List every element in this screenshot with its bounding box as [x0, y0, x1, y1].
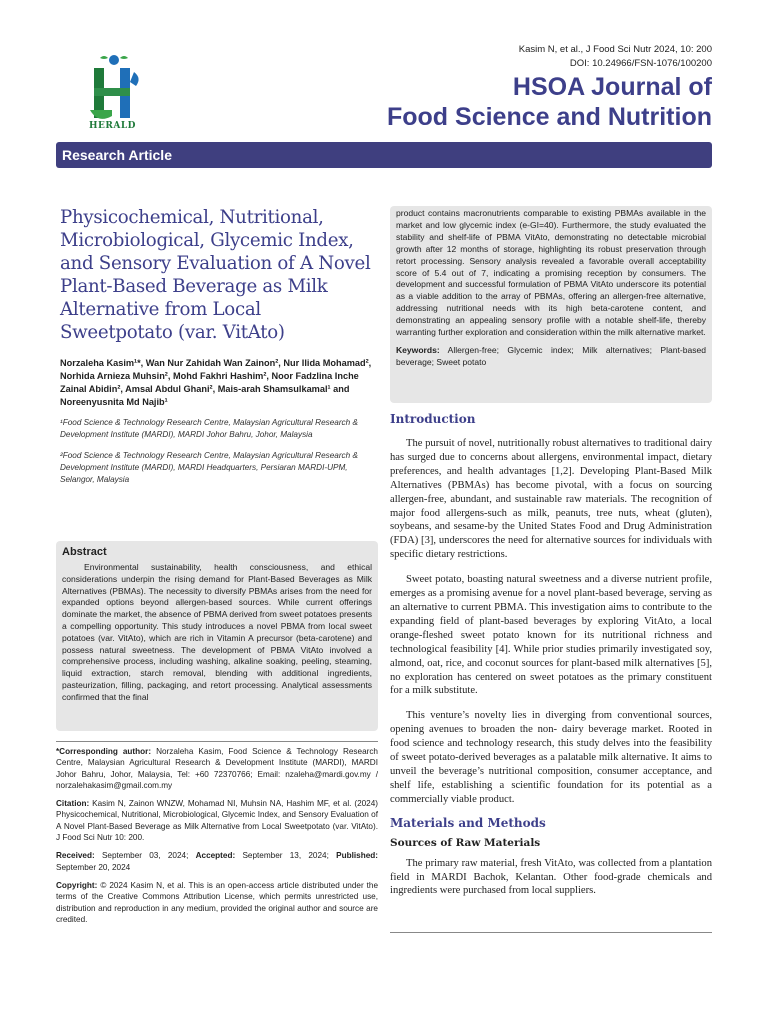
copyright-label: Copyright:: [56, 880, 98, 890]
abstract-text-part2: product contains macronutrients comparable to existing PBMAs available in the market and low glycemic index (e-GI=40). Furthermore, the study evaluated the stability and shelf-life of PBMA VitAto, demonstrating no detectable microbial growth after 12 months of storage, highlighting its robust preservation through retort processing. Sensory analysis revealed a favorable overall acceptability score of 5.4 out of 7, indicating a promising reception by consumers. The development and successful formulation of PBMA VitAto underscore its potential as a viable addition to the array of PBMAs, offering an allergen-free alternative, addressing nutritional needs with its high beta-carotene content, and demonstrating an appealing sensory profile with a notable shelf-life, thereby warranting further exploration and consideration within the milk alternative market.: [396, 208, 706, 338]
introduction-heading: Introduction: [390, 412, 476, 426]
abstract-text-part1: Environmental sustainability, health consciousness, and ethical considerations underpin the rising demand for Plant-Based Beverages as Milk Alternatives (PBMAs). The necessity to diversify PBMAs arises from the need for expanded options beyond allergen-based sources. While current offerings dominate the market, the absence of PBMA derived from sweet potatoes presents a compelling opportunity. This study introduces a novel PBMA from local sweet potatoes (var. VitAto), which are rich in Vitamin A precursor (beta-carotene) and possess natural sweetness. The development of PBMA VitAto involved a comprehensive process, including washing, alkaline soaking, peeling, steaming, liquid extraction, starch removal, blending with additional ingredients, pasteurization, filling, packaging, and retort processing. Analytical assessments confirmed that the final: [62, 562, 372, 702]
abstract-heading: Abstract: [62, 546, 107, 558]
herald-logo-icon: [84, 52, 148, 132]
introduction-paragraph-2: Sweet potato, boasting natural sweetness and a diverse nutrient profile, emerges as a promising avenue for a novel plant-based beverage, serving as an alternative to current PBMA. This investigation aims to contribute to the expanding field of plant-based beverages by exploring VitAto, a local orange-fleshed sweet potato known for its nutritional richness and technological feasibility [4]. While prior studies primarily investigated soy, almond, oat, rice, and coconut sources for plant-based milk alternatives [5], no exploration has centered on sweet potatoes as the primary constituent for a milk substitute.: [390, 574, 712, 697]
accepted-date: September 13, 2024;: [242, 851, 329, 861]
copyright-note: [56, 880, 378, 925]
journal-title: [387, 72, 712, 132]
citation-label: Citation:: [56, 799, 90, 809]
doi-line: DOI: 10.24966/FSN-1076/100200: [569, 58, 712, 69]
author-list: Norzaleha Kasim¹*, Wan Nur Zahidah Wan Zainon², Nur Ilida Mohamad², Norhida Arnieza Muhsin², Mohd Fakhri Hashim², Noor Fadzlina Inche Zainal Abidin², Amsal Abdul Ghani², Mais-arah Shamsulkamal¹ and Noreenyusnita Md Najib¹: [60, 358, 372, 407]
published-date: September 20, 2024: [56, 862, 131, 872]
right-column: [390, 206, 712, 898]
introduction-paragraph-1: The pursuit of novel, nutritionally robust alternatives to traditional dairy has surged due to concerns about allergens, environmental impact, dietary preferences, and health advantages [1,2]. Developing Plant-Based Milk Alternatives (PBMAs) has become pivotal, with a focus on sourcing allergen-free, abundant, and sustainable raw materials. The recognition of major food allergens-such as milk, peanuts, tree nuts, wheat (gluten), soybeans, and sesame-by the United States Food and Drug Administration (FDA) [3], underscores the need for alternative sources for individuals with specific dietary restrictions.: [390, 438, 712, 561]
keywords-text: Allergen-free; Glycemic index; Milk alternatives; Plant-based beverage; Sweet potato: [396, 344, 706, 367]
published-label: Published:: [336, 851, 378, 861]
accepted-label: Accepted:: [195, 851, 236, 861]
citation-line: Kasim N, et al., J Food Sci Nutr 2024, 10: 200: [518, 44, 712, 55]
abstract-continued-box: [390, 206, 712, 403]
footnotes: [56, 741, 378, 932]
citation-note: [56, 798, 378, 843]
methods-paragraph-1: The primary raw material, fresh VitAto, was collected from a plantation field in MARDI Bachok, Kelantan. Other food-grade chemicals and ingredients were purchased from local suppliers.: [390, 857, 712, 897]
article-title: Physicochemical, Nutritional, Microbiological, Glycemic Index, and Sensory Evaluation of A Novel Plant-Based Beverage as Milk Alternative from Local Sweetpotato (var. VitAto): [60, 207, 371, 343]
abstract-box: [56, 541, 378, 731]
received-label: Received:: [56, 851, 95, 861]
article-type-banner: Research Article: [56, 142, 712, 168]
affiliation-1: ¹Food Science & Technology Research Centre, Malaysian Agricultural Research & Development Institute (MARDI), MARDI Johor Bahru, Johor, Malaysia: [60, 418, 358, 439]
header-citation: [519, 43, 712, 71]
journal-title-line1: HSOA Journal of: [512, 73, 712, 101]
keywords-label: Keywords:: [396, 344, 440, 355]
introduction-paragraph-3: This venture’s novelty lies in diverging from conventional sources, opening avenues to broaden the non- dairy beverage market. Rooted in food science and technology research, this study delves into the feasibility of sweet potato-derived beverages as a palatable milk alternative. It aims to unveil the beverage’s nutritional composition, consumer acceptance, and shelf life, establishing a scientific foundation for its potential as a commercially viable product.: [390, 710, 712, 805]
left-column: [60, 206, 378, 486]
keywords: [396, 345, 706, 369]
corr-label: *Corresponding author:: [56, 747, 152, 756]
received-date: September 03, 2024;: [101, 851, 189, 861]
dates-note: [56, 850, 378, 873]
copyright-text: © 2024 Kasim N, et al. This is an open-access article distributed under the terms of the Creative Commons Attribution License, which permits unrestricted use, distribution and reproduction in any medium, provided the original author and source are credited.: [56, 880, 378, 924]
methods-heading: Materials and Methods: [390, 815, 546, 830]
bottom-rule: [390, 932, 712, 933]
affiliation-2: ²Food Science & Technology Research Centre, Malaysian Agricultural Research & Development Institute (MARDI), MARDI Headquarters, Persiaran MARDI-UPM, Selangor, Malaysia: [60, 451, 358, 484]
logo-text: HERALD: [89, 121, 136, 131]
corr-text: Norzaleha Kasim, Food Science & Technology Research Centre, Malaysian Agricultural Research & Development Institute (MARDI), MARDI Johor Bahru, Johor, Malaysia, Tel: +60 72370766; Email: nzaleha@mardi.gov.my / norzalehakasim@gmail.com.my: [56, 747, 378, 790]
methods-subheading: Sources of Raw Materials: [390, 836, 541, 849]
citation-text: Kasim N, Zainon WNZW, Mohamad NI, Muhsin NA, Hashim MF, et al. (2024) Physicochemical, Nutritional, Microbiological, Glycemic Index, and Sensory Evaluation of A Novel Plant-Based Beverage as Milk Alternative from Local Sweetpotato (var. VitAto). J Food Sci Nutr 10: 200.: [56, 799, 379, 843]
journal-title-line2: Food Science and Nutrition: [386, 103, 712, 131]
corresponding-author-note: [56, 746, 378, 791]
